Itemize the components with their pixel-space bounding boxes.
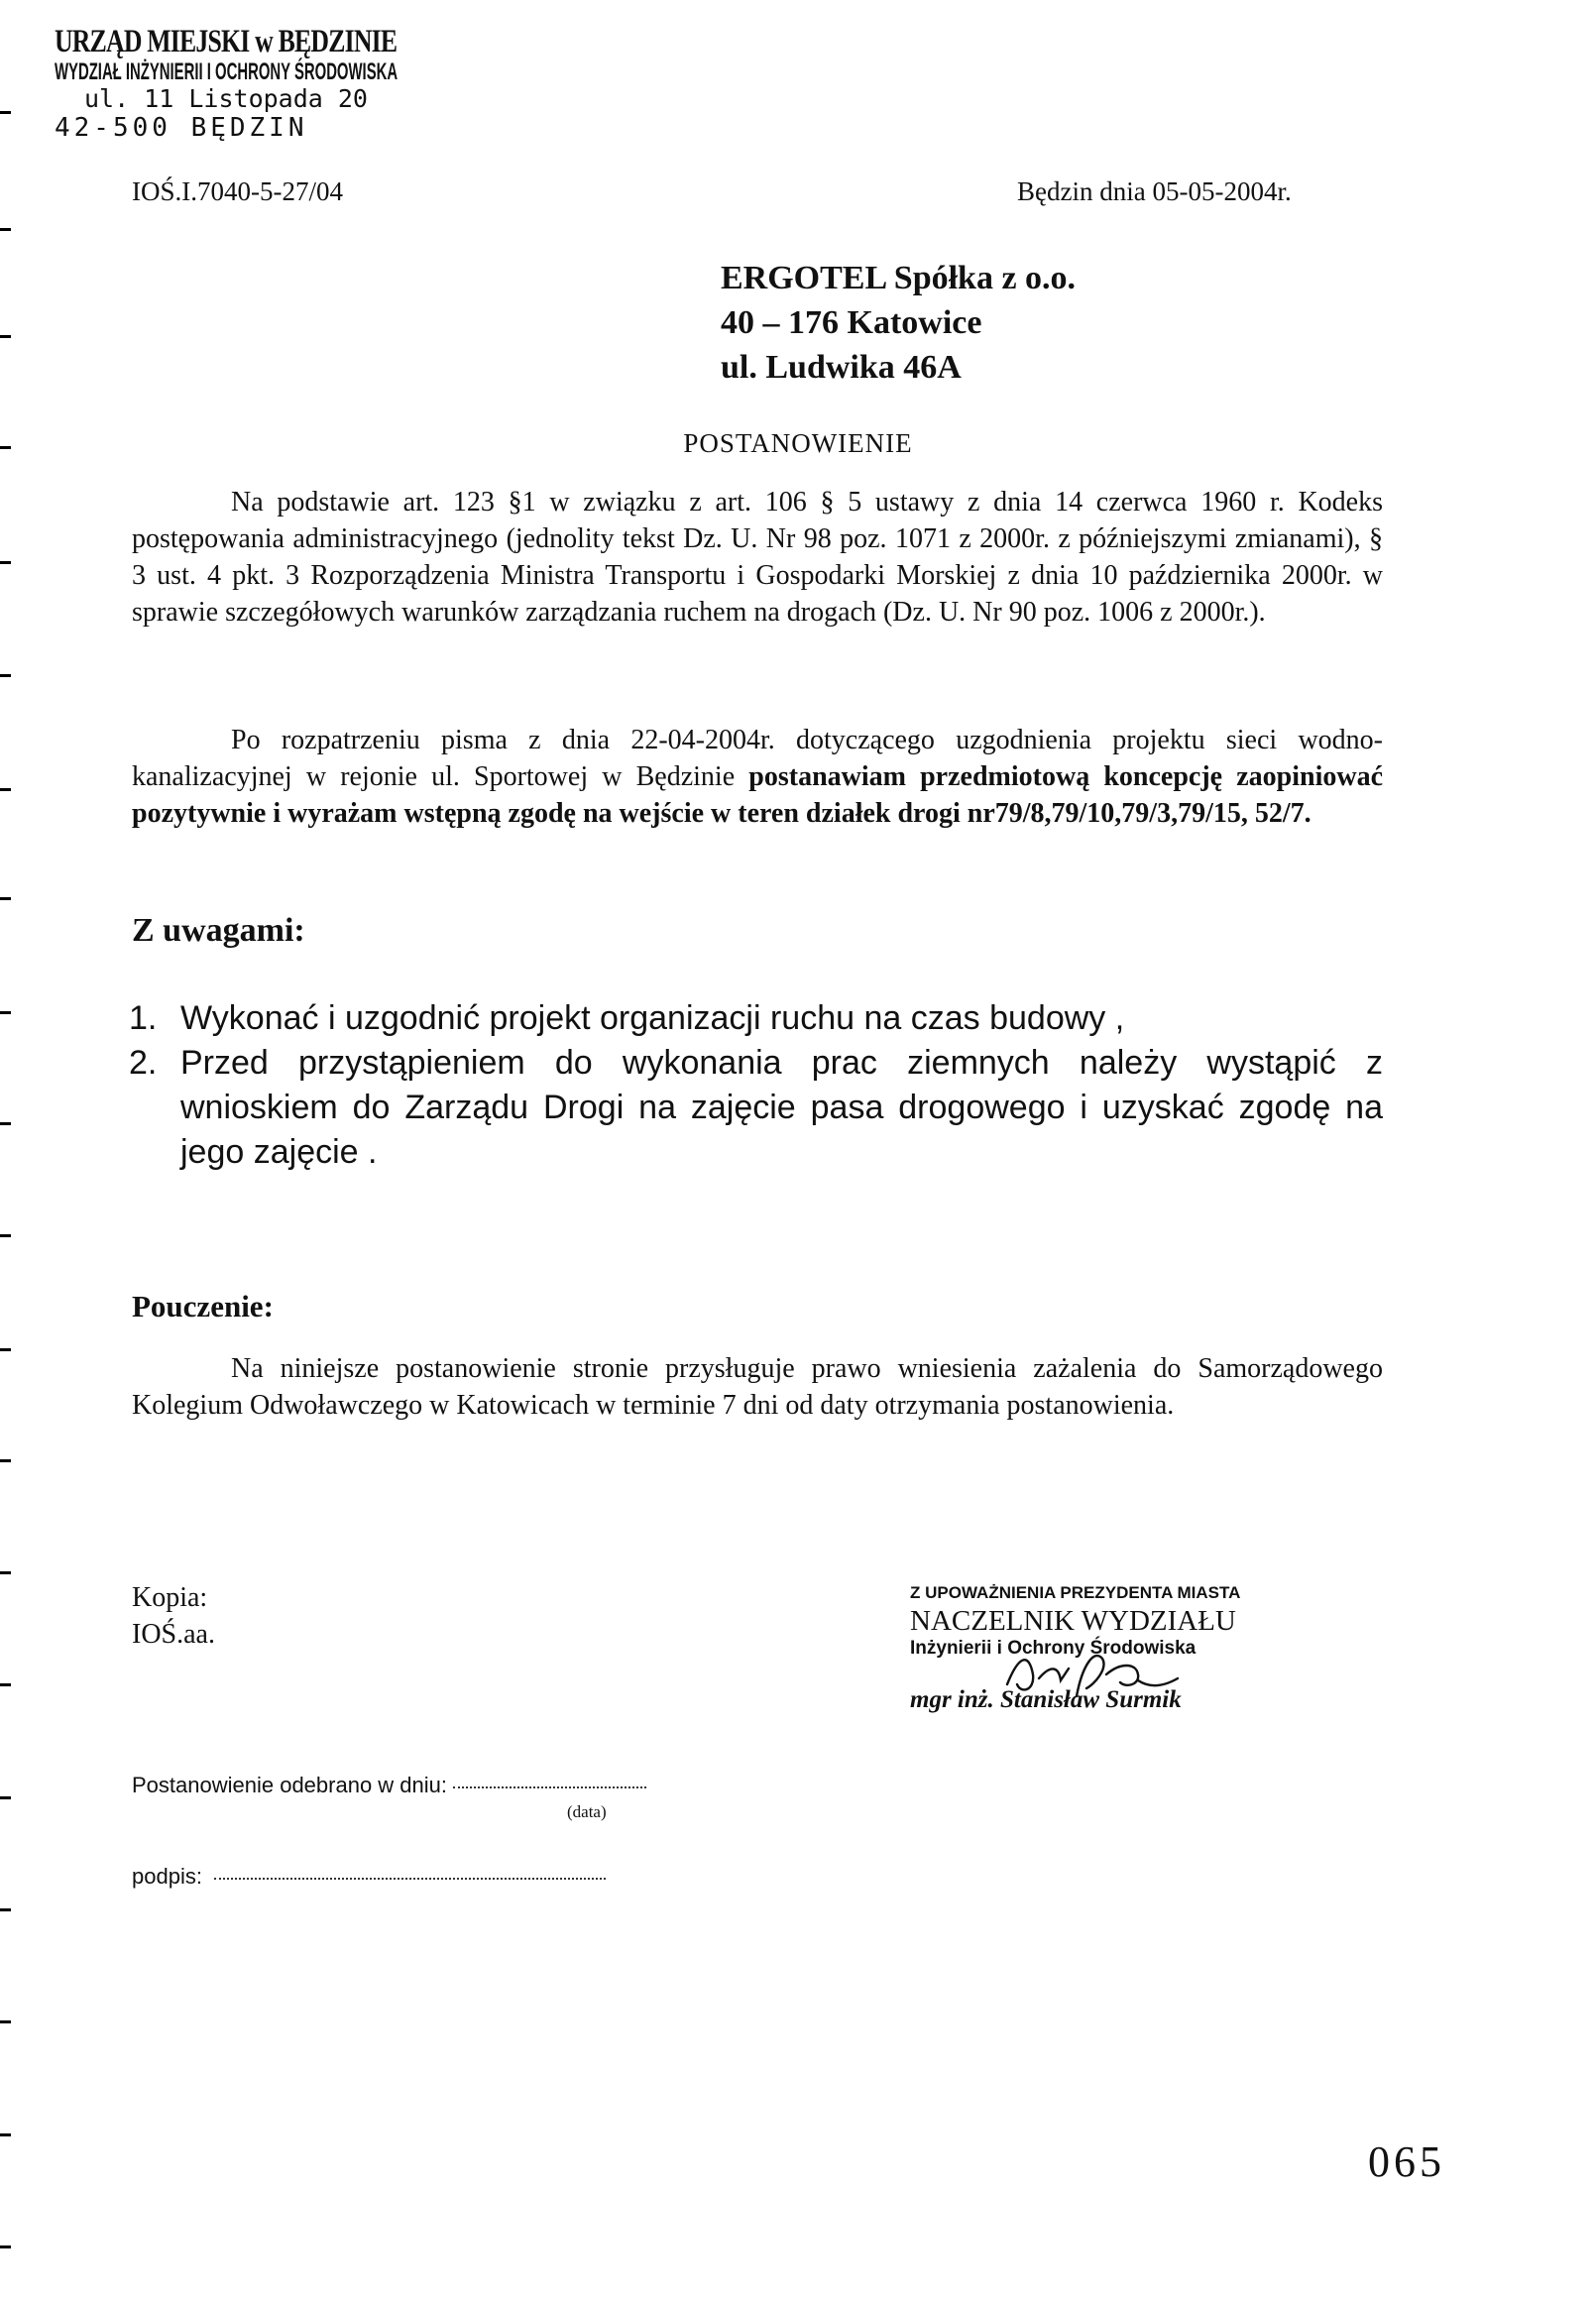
receipt-label: Postanowienie odebrano w dniu: [132,1773,448,1797]
signature-line-field [214,1878,606,1880]
instruction-text: Na niniejsze postanowienie stronie przysługuje prawo wniesienia zażalenia do Samorządowego Kolegium Odwoławczego w Katowicach w terminie 7 dni od daty otrzymania postanowienia. [132,1353,1383,1421]
list-item-number: 1. [129,999,158,1037]
list-item [129,1041,1383,1175]
receipt-date-field [453,1786,646,1788]
handwritten-signature [999,1645,1188,1708]
document-title: POSTANOWIENIE [683,428,913,458]
signature-department: Inżynierii i Ochrony Środowiska [910,1638,1197,1659]
copy-value: IOŚ.aa. [132,1619,215,1650]
list-item-text: Przed przystąpieniem do wykonania prac ziemnych należy wystąpić z wnioskiem do Zarządu Drogi na zajęcie pasa drogowego i uzyskać zgodę na jego zajęcie . [180,1044,1383,1171]
signature-authorization: Z UPOWAŻNIENIA PREZYDENTA MIASTA [910,1583,1241,1602]
remarks-list [129,996,1383,1175]
signature-name: mgr inż. Stanisław Surmik [910,1686,1182,1713]
stamp-line-office: URZĄD MIEJSKI w BĘDZINIE [55,24,398,59]
remarks-heading: Z uwagami: [132,912,305,949]
list-item-text: Wykonać i uzgodnić projekt organizacji ruchu na czas budowy , [180,999,1125,1037]
signature-stamp [910,1583,1267,1714]
signature-line [132,1864,606,1890]
addressee-city: 40 – 176 Katowice [721,304,982,341]
list-item-number: 2. [129,1044,158,1082]
addressee-street: ul. Ludwika 46A [721,349,962,386]
list-item [129,996,1383,1041]
legal-basis-paragraph: Na podstawie art. 123 §1 w związku z art. 106 § 5 ustawy z dnia 14 czerwca 1960 r. Kodeks postępowania administracyjnego (jednolity tekst Dz. U. Nr 98 poz. 1071 z 2000r. z późniejszymi zmianami), § 3 ust. 4 pkt. 3 Rozporządzenia Ministra Transportu i Gospodarki Morskiej z dnia 10 października 2000r. w sprawie szczegółowych warunków zarządzania ruchem na drogach (Dz. U. Nr 90 poz. 1006 z 2000r.). [132,487,1383,628]
receipt-line [132,1773,646,1798]
decision-intro: Po rozpatrzeniu pisma z dnia 22-04-2004r. dotyczącego uzgodnienia projektu sieci wodno-kanalizacyjnej w rejonie ul. Sportowej w Będzinie [132,725,1383,792]
addressee-block [721,256,1076,390]
instruction-heading: Pouczenie: [132,1289,274,1324]
decision-paragraph [132,722,1383,832]
office-stamp [55,24,421,143]
stamp-line-city: 42-500 BĘDZIN [55,113,308,143]
receipt-date-hint: (data) [567,1802,607,1821]
stamp-line-department: WYDZIAŁ INŻYNIERII I OCHRONY ŚRODOWISKA [55,58,399,85]
addressee-company: ERGOTEL Spółka z o.o. [721,260,1077,296]
page-number: 065 [1368,2137,1445,2186]
place-and-date: Będzin dnia 05-05-2004r. [1017,176,1292,206]
signature-line-label: podpis: [132,1864,202,1889]
decision-bold-text: postanawiam przedmiotową koncepcję zaopiniować pozytywnie i wyrażam wstępną zgodę na wejście w teren działek drogi nr79/8,79/10,79/3,79/15, 52/7. [132,761,1384,829]
signature-position: NACZELNIK WYDZIAŁU [910,1605,1236,1637]
stamp-line-street: ul. 11 Listopada 20 [84,84,368,113]
copy-label: Kopia: [132,1582,208,1613]
copy-block [132,1579,215,1653]
reference-number: IOŚ.I.7040-5-27/04 [132,176,343,206]
